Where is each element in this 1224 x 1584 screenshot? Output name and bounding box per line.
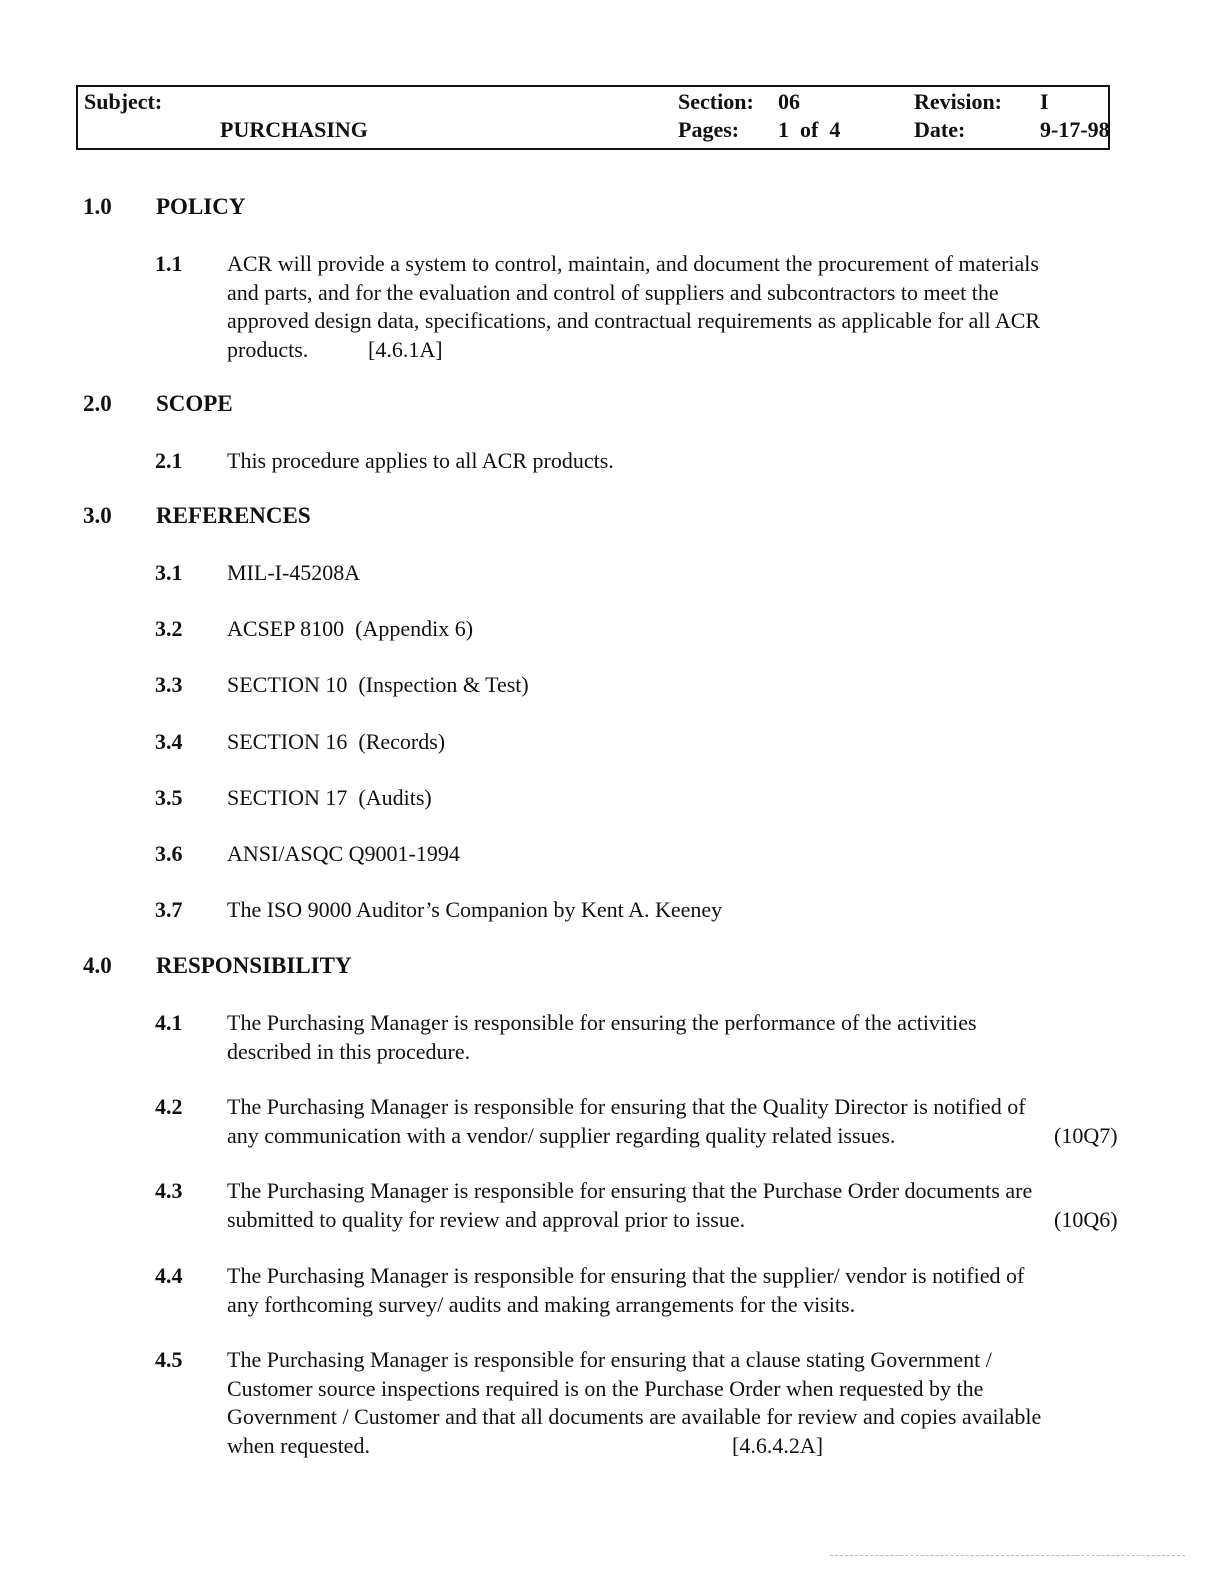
item-line: SECTION 16 (Records) xyxy=(227,729,446,754)
item-line: any forthcoming survey/ audits and making arrangements for the visits. xyxy=(227,1291,856,1317)
section-title: SCOPE xyxy=(156,391,233,416)
policy-item-1-1 xyxy=(155,250,1130,366)
item-number: 3.7 xyxy=(155,897,183,922)
revision-label: Revision: xyxy=(914,89,1002,114)
item-line: The Purchasing Manager is responsible for ensuring that the Quality Director is notified of xyxy=(227,1094,1026,1119)
item-line: and parts, and for the evaluation and control of suppliers and subcontractors to meet the xyxy=(227,279,999,305)
item-line: The Purchasing Manager is responsible for ensuring that the Purchase Order documents are xyxy=(227,1178,1033,1203)
item-line: products. xyxy=(227,336,309,362)
item-reference: (10Q6) xyxy=(1054,1206,1118,1232)
section-title: RESPONSIBILITY xyxy=(156,953,352,978)
subject-value: PURCHASING xyxy=(220,117,368,142)
section-label: Section: xyxy=(678,89,754,114)
item-line: The ISO 9000 Auditor’s Companion by Kent A. Keeney xyxy=(227,897,723,922)
item-line: MIL-I-45208A xyxy=(227,560,361,585)
item-number: 3.3 xyxy=(155,672,183,697)
section-value: 06 xyxy=(778,89,800,114)
pages-value: 1 of 4 xyxy=(778,117,841,142)
item-line: ACR will provide a system to control, maintain, and document the procurement of materials xyxy=(227,251,1039,276)
section-number: 2.0 xyxy=(83,391,112,416)
item-line: ACSEP 8100 (Appendix 6) xyxy=(227,616,474,641)
item-number: 4.5 xyxy=(155,1347,183,1372)
section-title: POLICY xyxy=(156,194,246,219)
item-line: The Purchasing Manager is responsible for ensuring that the supplier/ vendor is notified of xyxy=(227,1263,1025,1288)
section-number: 1.0 xyxy=(83,194,112,219)
item-number: 4.4 xyxy=(155,1263,183,1288)
item-number: 4.3 xyxy=(155,1178,183,1203)
revision-value: I xyxy=(1040,89,1049,114)
item-line: This procedure applies to all ACR products. xyxy=(227,448,614,473)
section-number: 4.0 xyxy=(83,953,112,978)
item-reference: (10Q7) xyxy=(1054,1122,1118,1148)
item-line: Customer source inspections required is on the Purchase Order when requested by the xyxy=(227,1375,984,1401)
item-number: 3.5 xyxy=(155,785,183,810)
item-reference: [4.6.4.2A] xyxy=(732,1432,824,1458)
item-line: The Purchasing Manager is responsible for ensuring the performance of the activities xyxy=(227,1010,977,1035)
item-line: ANSI/ASQC Q9001-1994 xyxy=(227,841,460,866)
section-number: 3.0 xyxy=(83,503,112,528)
item-line: SECTION 17 (Audits) xyxy=(227,785,432,810)
item-line: described in this procedure. xyxy=(227,1038,471,1064)
item-line: SECTION 10 (Inspection & Test) xyxy=(227,672,529,697)
item-line: when requested. xyxy=(227,1432,370,1458)
item-number: 3.6 xyxy=(155,841,183,866)
date-label: Date: xyxy=(914,117,966,142)
item-number: 4.1 xyxy=(155,1010,183,1035)
item-line: Government / Customer and that all documents are available for review and copies available xyxy=(227,1404,1042,1429)
item-reference: [4.6.1A] xyxy=(368,336,443,362)
item-line: approved design data, specifications, and contractual requirements as applicable for all ACR xyxy=(227,308,1041,333)
item-number: 4.2 xyxy=(155,1094,183,1119)
item-number: 1.1 xyxy=(155,251,183,276)
item-line: any communication with a vendor/ supplier regarding quality related issues. xyxy=(227,1122,896,1148)
item-line: submitted to quality for review and approval prior to issue. xyxy=(227,1206,746,1232)
item-number: 3.1 xyxy=(155,560,183,585)
section-title: REFERENCES xyxy=(156,503,311,528)
scan-artifact-divider xyxy=(830,1555,1185,1556)
date-value: 9-17-98 xyxy=(1040,117,1110,142)
item-number: 3.2 xyxy=(155,616,183,641)
item-number: 2.1 xyxy=(155,448,183,473)
subject-label: Subject: xyxy=(84,89,163,114)
item-line: The Purchasing Manager is responsible for ensuring that a clause stating Government / xyxy=(227,1347,992,1372)
pages-label: Pages: xyxy=(678,117,740,142)
item-number: 3.4 xyxy=(155,729,183,754)
document-header xyxy=(76,85,1110,150)
